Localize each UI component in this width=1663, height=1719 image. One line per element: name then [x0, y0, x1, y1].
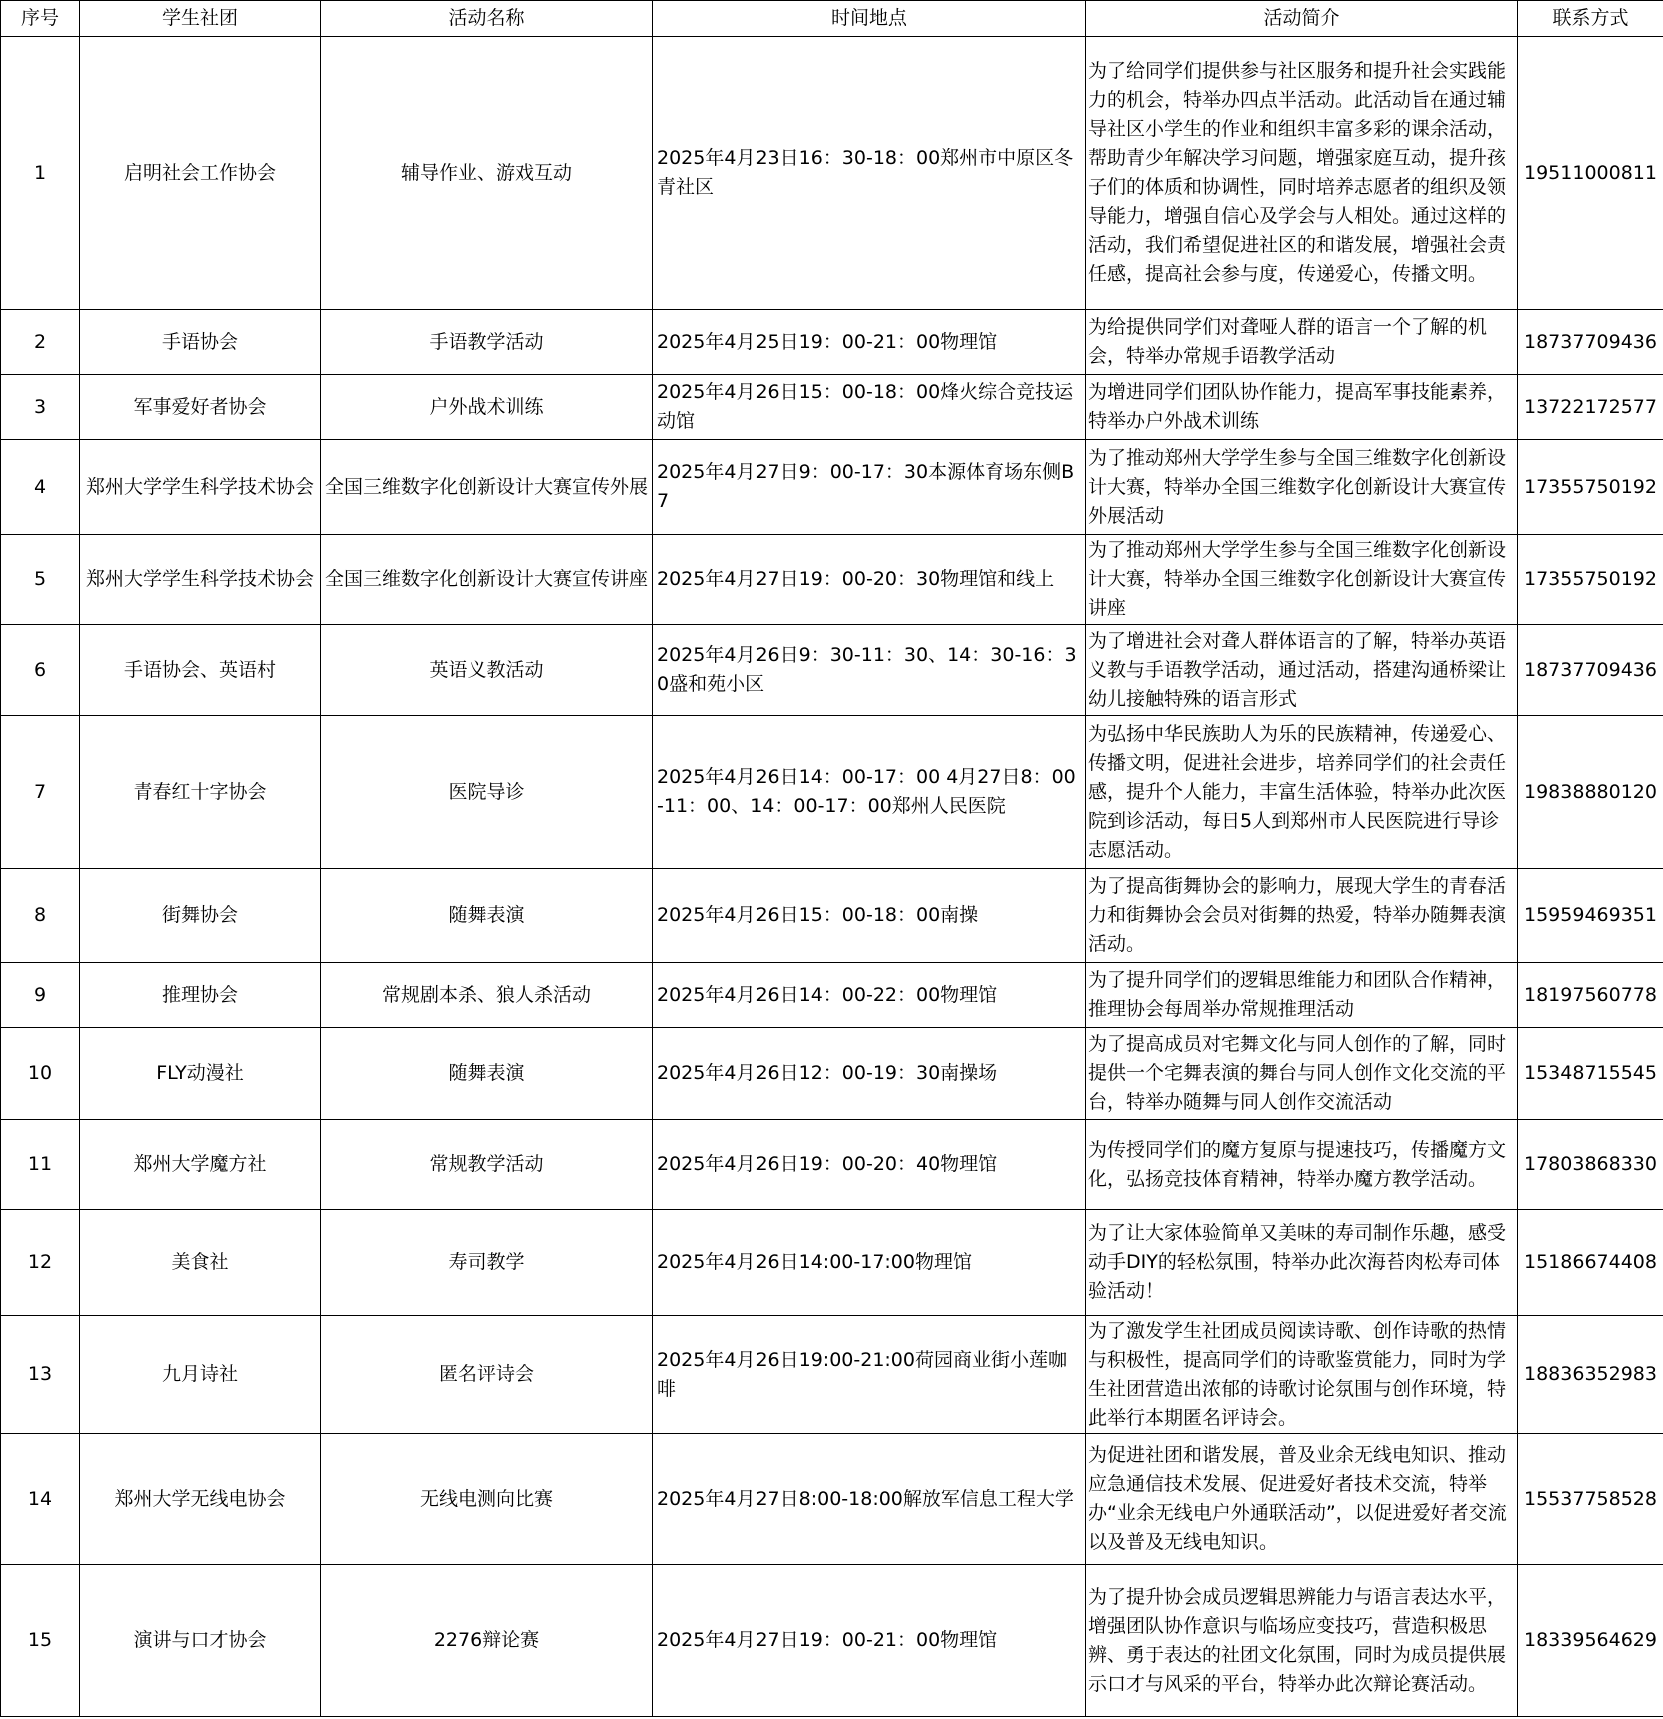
contact-phone: 17803868330 [1518, 1120, 1663, 1210]
time-place: 2025年4月27日8:00-18:00解放军信息工程大学 [653, 1434, 1086, 1565]
club-name: 郑州大学学生科学技术协会 [80, 535, 321, 625]
activity-intro: 为了提升同学们的逻辑思维能力和团队合作精神，推理协会每周举办常规推理活动 [1086, 963, 1518, 1028]
club-name: 演讲与口才协会 [80, 1565, 321, 1717]
table-row [1, 869, 1663, 963]
activity-name: 寿司教学 [321, 1210, 653, 1316]
activity-intro: 为给提供同学们对聋哑人群的语言一个了解的机会，特举办常规手语教学活动 [1086, 310, 1518, 375]
contact-phone: 18339564629 [1518, 1565, 1663, 1717]
activity-intro: 为了推动郑州大学学生参与全国三维数字化创新设计大赛，特举办全国三维数字化创新设计大赛宣传讲座 [1086, 535, 1518, 625]
contact-phone: 18836352983 [1518, 1316, 1663, 1434]
activity-name: 辅导作业、游戏互动 [321, 37, 653, 310]
activity-intro: 为增进同学们团队协作能力，提高军事技能素养，特举办户外战术训练 [1086, 375, 1518, 440]
club-name: 青春红十字协会 [80, 716, 321, 869]
club-name: 街舞协会 [80, 869, 321, 963]
activity-intro: 为了推动郑州大学学生参与全国三维数字化创新设计大赛，特举办全国三维数字化创新设计大赛宣传外展活动 [1086, 440, 1518, 535]
club-name: 手语协会、英语村 [80, 625, 321, 716]
row-number: 3 [1, 375, 80, 440]
table-row [1, 963, 1663, 1028]
contact-phone: 15186674408 [1518, 1210, 1663, 1316]
contact-phone: 18737709436 [1518, 625, 1663, 716]
table-row [1, 1434, 1663, 1565]
contact-phone: 19838880120 [1518, 716, 1663, 869]
activity-name: 无线电测向比赛 [321, 1434, 653, 1565]
activity-name: 随舞表演 [321, 1028, 653, 1120]
table-row [1, 37, 1663, 310]
club-name: 军事爱好者协会 [80, 375, 321, 440]
row-number: 14 [1, 1434, 80, 1565]
row-number: 1 [1, 37, 80, 310]
club-name: 手语协会 [80, 310, 321, 375]
contact-phone: 17355750192 [1518, 440, 1663, 535]
row-number: 4 [1, 440, 80, 535]
row-number: 8 [1, 869, 80, 963]
activity-intro: 为传授同学们的魔方复原与提速技巧，传播魔方文化，弘扬竞技体育精神，特举办魔方教学活动。 [1086, 1120, 1518, 1210]
time-place: 2025年4月26日14：00-17：00 4月27日8：00-11：00、14：00-17：00郑州人民医院 [653, 716, 1086, 869]
contact-phone: 15959469351 [1518, 869, 1663, 963]
activity-intro: 为促进社团和谐发展，普及业余无线电知识、推动应急通信技术发展、促进爱好者技术交流，特举办“业余无线电户外通联活动”，以促进爱好者交流以及普及无线电知识。 [1086, 1434, 1518, 1565]
time-place: 2025年4月26日19：00-20：40物理馆 [653, 1120, 1086, 1210]
header-cell-activity: 活动名称 [321, 1, 653, 37]
activity-intro: 为弘扬中华民族助人为乐的民族精神，传递爱心、传播文明，促进社会进步，培养同学们的社会责任感，提升个人能力，丰富生活体验，特举办此次医院到诊活动，每日5人到郑州市人民医院进行导诊志愿活动。 [1086, 716, 1518, 869]
row-number: 7 [1, 716, 80, 869]
row-number: 15 [1, 1565, 80, 1717]
header-row [1, 1, 1663, 37]
activity-name: 匿名评诗会 [321, 1316, 653, 1434]
contact-phone: 15348715545 [1518, 1028, 1663, 1120]
table-row [1, 1028, 1663, 1120]
row-number: 10 [1, 1028, 80, 1120]
club-name: 启明社会工作协会 [80, 37, 321, 310]
row-number: 13 [1, 1316, 80, 1434]
club-name: FLY动漫社 [80, 1028, 321, 1120]
activity-name: 全国三维数字化创新设计大赛宣传讲座 [321, 535, 653, 625]
table-row [1, 716, 1663, 869]
activity-intro: 为了激发学生社团成员阅读诗歌、创作诗歌的热情与积极性，提高同学们的诗歌鉴赏能力，同时为学生社团营造出浓郁的诗歌讨论氛围与创作环境，特此举行本期匿名评诗会。 [1086, 1316, 1518, 1434]
table-row [1, 1316, 1663, 1434]
activity-name: 户外战术训练 [321, 375, 653, 440]
activity-name: 随舞表演 [321, 869, 653, 963]
row-number: 11 [1, 1120, 80, 1210]
contact-phone: 19511000811 [1518, 37, 1663, 310]
club-name: 郑州大学无线电协会 [80, 1434, 321, 1565]
time-place: 2025年4月27日9：00-17：30本源体育场东侧B7 [653, 440, 1086, 535]
club-name: 郑州大学学生科学技术协会 [80, 440, 321, 535]
club-name: 郑州大学魔方社 [80, 1120, 321, 1210]
time-place: 2025年4月27日19：00-20：30物理馆和线上 [653, 535, 1086, 625]
header-cell-no: 序号 [1, 1, 80, 37]
header-cell-intro: 活动简介 [1086, 1, 1518, 37]
activity-intro: 为了增进社会对聋人群体语言的了解，特举办英语义教与手语教学活动，通过活动，搭建沟通桥梁让幼儿接触特殊的语言形式 [1086, 625, 1518, 716]
contact-phone: 18197560778 [1518, 963, 1663, 1028]
table-row [1, 1565, 1663, 1717]
activity-intro: 为了给同学们提供参与社区服务和提升社会实践能力的机会，特举办四点半活动。此活动旨在通过辅导社区小学生的作业和组织丰富多彩的课余活动，帮助青少年解决学习问题，增强家庭互动，提升孩子们的体质和协调性，同时培养志愿者的组织及领导能力，增强自信心及学会与人相处。通过这样的活动，我们希望促进社区的和谐发展，增强社会责任感，提高社会参与度，传递爱心，传播文明。 [1086, 37, 1518, 310]
activity-name: 全国三维数字化创新设计大赛宣传外展 [321, 440, 653, 535]
club-name: 九月诗社 [80, 1316, 321, 1434]
activity-name: 手语教学活动 [321, 310, 653, 375]
row-number: 6 [1, 625, 80, 716]
time-place: 2025年4月26日9：30-11：30、14：30-16：30盛和苑小区 [653, 625, 1086, 716]
table-row [1, 1210, 1663, 1316]
header-cell-time-place: 时间地点 [653, 1, 1086, 37]
time-place: 2025年4月26日19:00-21:00荷园商业街小莲咖啡 [653, 1316, 1086, 1434]
time-place: 2025年4月26日14:00-17:00物理馆 [653, 1210, 1086, 1316]
header-cell-contact: 联系方式 [1518, 1, 1663, 37]
time-place: 2025年4月26日15：00-18：00烽火综合竞技运动馆 [653, 375, 1086, 440]
contact-phone: 17355750192 [1518, 535, 1663, 625]
table-row [1, 535, 1663, 625]
activity-name: 医院导诊 [321, 716, 653, 869]
time-place: 2025年4月23日16：30-18：00郑州市中原区冬青社区 [653, 37, 1086, 310]
table-row [1, 440, 1663, 535]
activity-intro: 为了让大家体验简单又美味的寿司制作乐趣，感受动手DIY的轻松氛围，特举办此次海苔肉松寿司体验活动！ [1086, 1210, 1518, 1316]
club-name: 美食社 [80, 1210, 321, 1316]
time-place: 2025年4月27日19：00-21：00物理馆 [653, 1565, 1086, 1717]
table-row [1, 1120, 1663, 1210]
activity-name: 英语义教活动 [321, 625, 653, 716]
activity-intro: 为了提高成员对宅舞文化与同人创作的了解，同时提供一个宅舞表演的舞台与同人创作文化交流的平台，特举办随舞与同人创作交流活动 [1086, 1028, 1518, 1120]
activity-intro: 为了提高街舞协会的影响力，展现大学生的青春活力和街舞协会会员对街舞的热爱，特举办随舞表演活动。 [1086, 869, 1518, 963]
club-name: 推理协会 [80, 963, 321, 1028]
time-place: 2025年4月25日19：00-21：00物理馆 [653, 310, 1086, 375]
row-number: 2 [1, 310, 80, 375]
activity-name: 2276辩论赛 [321, 1565, 653, 1717]
time-place: 2025年4月26日12：00-19：30南操场 [653, 1028, 1086, 1120]
activity-intro: 为了提升协会成员逻辑思辨能力与语言表达水平，增强团队协作意识与临场应变技巧，营造积极思辨、勇于表达的社团文化氛围，同时为成员提供展示口才与风采的平台，特举办此次辩论赛活动。 [1086, 1565, 1518, 1717]
table-row [1, 625, 1663, 716]
header-cell-club: 学生社团 [80, 1, 321, 37]
table-row [1, 375, 1663, 440]
time-place: 2025年4月26日15：00-18：00南操 [653, 869, 1086, 963]
row-number: 5 [1, 535, 80, 625]
activity-name: 常规剧本杀、狼人杀活动 [321, 963, 653, 1028]
row-number: 9 [1, 963, 80, 1028]
table-row [1, 310, 1663, 375]
time-place: 2025年4月26日14：00-22：00物理馆 [653, 963, 1086, 1028]
activity-name: 常规教学活动 [321, 1120, 653, 1210]
contact-phone: 18737709436 [1518, 310, 1663, 375]
contact-phone: 13722172577 [1518, 375, 1663, 440]
row-number: 12 [1, 1210, 80, 1316]
contact-phone: 15537758528 [1518, 1434, 1663, 1565]
